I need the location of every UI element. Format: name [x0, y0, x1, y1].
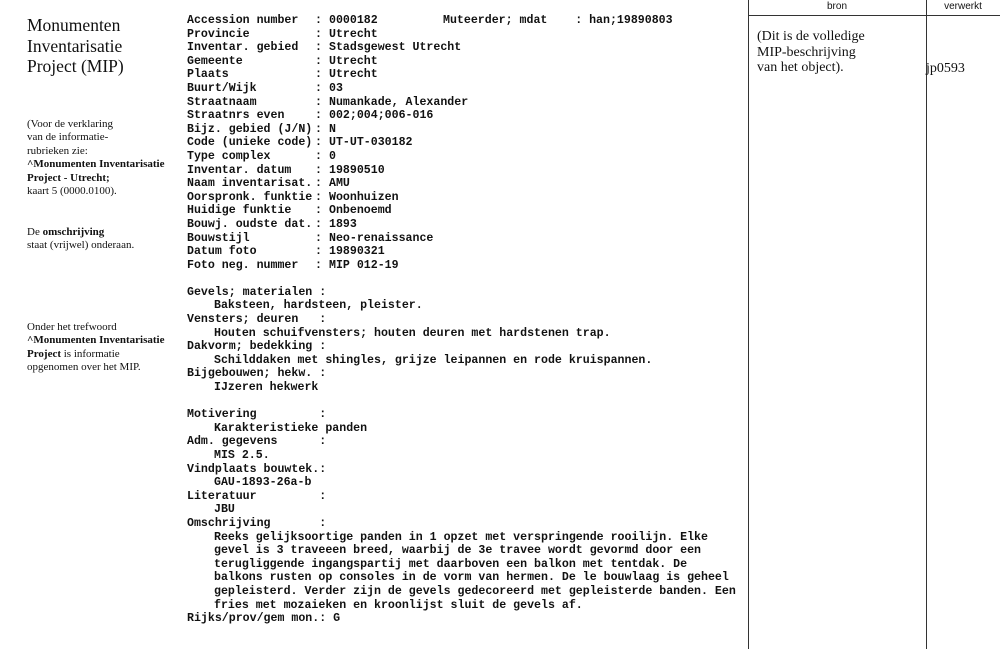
note-line [27, 226, 177, 239]
field-colon: : [315, 109, 322, 123]
field-label: Datum foto [187, 245, 257, 259]
field-label: Type complex [187, 149, 271, 163]
note-line: (Voor de verklaring [27, 118, 113, 130]
field-label: Foto neg. nummer [187, 258, 299, 272]
section-text: GAU-1893-26a-b [214, 476, 312, 490]
note-bold: omschrijving [42, 226, 105, 238]
note-line-bold: ^Monumenten Inventarisatie [27, 334, 165, 347]
record-body [187, 14, 736, 626]
field-colon: : [315, 149, 322, 163]
title-line: Monumenten [27, 15, 121, 35]
field-value: Utrecht [329, 68, 378, 82]
field-value: 19890321 [329, 245, 385, 259]
section-heading: Literatuur : [187, 489, 327, 503]
field-label: Code (unieke code) [187, 136, 313, 150]
bron-line: van het object). [757, 60, 844, 75]
field-label: Provincie [187, 27, 250, 41]
field-row [187, 245, 736, 259]
field-row [187, 96, 736, 110]
column-divider [926, 0, 927, 649]
field-label: Inventar. datum [187, 163, 292, 177]
omschrijving-text [187, 531, 736, 613]
field-colon: : [315, 177, 322, 191]
field-colon: : [315, 190, 322, 204]
field-row [187, 136, 736, 150]
note-line-bold: Project - Utrecht; [27, 171, 110, 184]
field-row [187, 41, 736, 55]
description-block-1 [187, 286, 736, 395]
field-value: Neo-renaissance [329, 231, 434, 245]
field-value: Stadsgewest Utrecht [329, 41, 462, 55]
section-text: Karakteristieke panden [214, 421, 368, 435]
section-heading: Adm. gegevens : [187, 435, 327, 449]
field-label: Naam inventarisat. [187, 177, 313, 191]
field-label: Straatnaam [187, 95, 257, 109]
field-label: Straatnrs even [187, 109, 285, 123]
field-colon: : [315, 68, 322, 82]
field-value: 03 [329, 81, 343, 95]
omschrijving-line: gevel is 3 traveeen breed, waarbij de 3e travee wordt gevormd door een [214, 544, 702, 558]
section-text: Schilddaken met shingles, grijze leipannen en rode kruispannen. [214, 353, 653, 367]
field-label: Bouwstijl [187, 231, 250, 245]
field-colon: : [315, 122, 322, 136]
field-colon: : [315, 231, 322, 245]
field-value: MIP 012-19 [329, 258, 399, 272]
section-heading: Vensters; deuren : [187, 313, 327, 327]
header-rule [748, 15, 1000, 16]
field-label: Inventar. gebied [187, 41, 299, 55]
field-label: Plaats [187, 68, 229, 82]
omschrijving-line: terugliggende ingangspartij met daarboven een balkon met tentdak. De [214, 557, 688, 571]
monument-status: Rijks/prov/gem mon.: G [187, 612, 341, 626]
mutator-field: Muteerder; mdat : han;19890803 [443, 14, 673, 27]
section-heading: Gevels; materialen : [187, 285, 327, 299]
description-note [27, 226, 177, 253]
section-text: JBU [214, 503, 235, 517]
field-label: Oorspronk. funktie [187, 190, 313, 204]
field-row [187, 68, 736, 82]
field-colon: : [315, 258, 322, 272]
note-line: kaart 5 (0000.0100). [27, 185, 117, 198]
field-value: Utrecht [329, 27, 378, 41]
field-row [187, 55, 736, 69]
description-block-2 [187, 408, 736, 517]
field-row [187, 204, 736, 218]
explanation-note [27, 118, 177, 198]
note-line: staat (vrijwel) onderaan. [27, 239, 135, 252]
field-value: UT-UT-030182 [329, 136, 413, 150]
field-value: Onbenoemd [329, 204, 392, 218]
section-heading: Motivering : [187, 408, 327, 422]
field-label: Huidige funktie [187, 204, 292, 218]
field-row [187, 123, 736, 137]
section-heading: Dakvorm; bedekking : [187, 340, 327, 354]
field-row [187, 28, 736, 42]
note-line: rubrieken zie: [27, 144, 88, 157]
title [27, 15, 124, 77]
field-list [187, 14, 736, 272]
note-line-bold: ^Monumenten Inventarisatie [27, 158, 165, 171]
keyword-note [27, 321, 182, 375]
omschrijving-line: balkons rusten op consoles in de vorm van hermen. De le bouwlaag is geheel [214, 571, 729, 585]
field-colon: : [315, 81, 322, 95]
field-colon: : [315, 95, 322, 109]
field-value: 0 [329, 149, 336, 163]
field-colon: : [315, 245, 322, 259]
field-row [187, 82, 736, 96]
field-colon: : [315, 204, 322, 218]
field-value: 19890510 [329, 163, 385, 177]
field-value: 1893 [329, 217, 357, 231]
section-text: Baksteen, hardsteen, pleister. [214, 299, 423, 313]
title-line: Project (MIP) [27, 56, 124, 76]
field-row [187, 177, 736, 191]
field-colon: : [315, 163, 322, 177]
field-row [187, 109, 736, 123]
field-colon: : [315, 14, 322, 27]
field-row [187, 150, 736, 164]
field-value: N [329, 122, 336, 136]
bron-note [757, 29, 865, 76]
omschrijving-line: Reeks gelijksoortige panden in 1 opzet met verspringende rooilijn. Elke [214, 530, 708, 544]
field-value: Numankade, Alexander [329, 95, 469, 109]
field-colon: : [315, 27, 322, 41]
omschrijving-heading: Omschrijving : [187, 516, 327, 530]
omschrijving-line: fries met mozaieken en kroonlijst sluit de gevels af. [214, 598, 583, 612]
section-text: Houten schuifvensters; houten deuren met hardstenen trap. [214, 326, 611, 340]
field-value: 002;004;006-016 [329, 109, 434, 123]
field-label: Gemeente [187, 54, 243, 68]
verwerkt-code: jp0593 [926, 61, 965, 76]
field-row [187, 14, 736, 28]
section-heading: Bijgebouwen; hekw. : [187, 367, 327, 381]
field-value: Woonhuizen [329, 190, 399, 204]
section-text: IJzeren hekwerk [214, 381, 319, 395]
field-colon: : [315, 54, 322, 68]
field-value: AMU [329, 177, 350, 191]
field-label: Bouwj. oudste dat. [187, 217, 313, 231]
field-colon: : [315, 41, 322, 55]
section-text: MIS 2.5. [214, 449, 270, 462]
note-rest: is informatie [61, 347, 120, 360]
note-prefix: De [27, 226, 43, 238]
note-line: opgenomen over het MIP. [27, 361, 141, 374]
field-colon: : [315, 217, 322, 231]
field-value: 0000182 [329, 14, 378, 27]
column-header-bron: bron [826, 1, 847, 12]
title-line: Inventarisatie [27, 35, 123, 56]
field-row [187, 191, 736, 205]
field-label: Accession number [187, 14, 299, 27]
note-line: Onder het trefwoord [27, 321, 117, 333]
omschrijving-line: gepleisterd. Verder zijn de gevels gedecoreerd met gepleisterde banden. Een [214, 584, 736, 598]
field-row [187, 259, 736, 273]
column-header-verwerkt: verwerkt [944, 1, 982, 12]
note-line: van de informatie- [27, 131, 109, 144]
field-label: Buurt/Wijk [187, 81, 257, 95]
column-divider [748, 0, 749, 649]
field-row [187, 232, 736, 246]
field-label: Bijz. gebied (J/N) [187, 122, 313, 136]
note-bold: Project [27, 347, 61, 360]
field-row [187, 164, 736, 178]
bron-line: (Dit is de volledige [757, 29, 865, 44]
section-heading: Vindplaats bouwtek.: [187, 462, 327, 476]
field-row [187, 218, 736, 232]
field-value: Utrecht [329, 54, 378, 68]
bron-line: MIP-beschrijving [757, 44, 856, 60]
note-line [27, 348, 182, 361]
field-colon: : [315, 136, 322, 150]
